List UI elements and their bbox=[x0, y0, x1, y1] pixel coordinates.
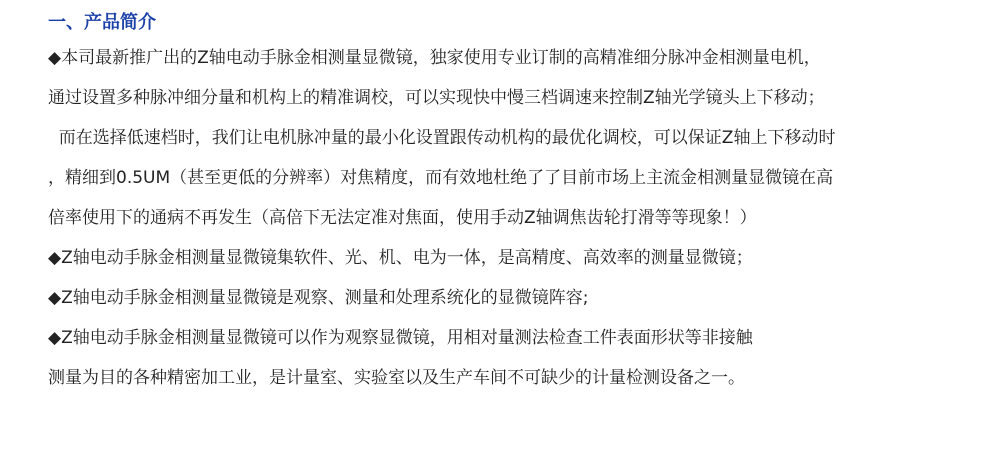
paragraph-line-4: ，精细到0.5UM（甚至更低的分辨率）对焦精度，而有效地杜绝了了目前市场上主流金相测量显微镜在高 bbox=[48, 168, 834, 188]
section-title: 一、产品简介 bbox=[48, 12, 156, 33]
paragraph-line-6: ◆Z轴电动手脉金相测量显微镜集软件、光、机、电为一体，是高精度、高效率的测量显微镜； bbox=[48, 248, 753, 268]
paragraph-line-9: 测量为目的各种精密加工业，是计量室、实验室以及生产车间不可缺少的计量检测设备之一。 bbox=[48, 368, 745, 388]
paragraph-line-5: 倍率使用下的通病不再发生（高倍下无法定准对焦面，使用手动Z轴调焦齿轮打滑等等现象！） bbox=[48, 208, 757, 228]
paragraph-line-1: ◆本司最新推广出的Z轴电动手脉金相测量显微镜，独家使用专业订制的高精准细分脉冲金相测量电机， bbox=[48, 48, 821, 68]
paragraph-line-7: ◆Z轴电动手脉金相测量显微镜是观察、测量和处理系统化的显微镜阵容; bbox=[48, 288, 589, 308]
product-intro-section bbox=[48, 10, 988, 408]
paragraph-line-3: 而在选择低速档时，我们让电机脉冲量的最小化设置跟传动机构的最优化调校，可以保证Z轴上下移动时 bbox=[48, 128, 836, 148]
paragraph-line-8: ◆Z轴电动手脉金相测量显微镜可以作为观察显微镜，用相对量测法检查工件表面形状等非接触 bbox=[48, 328, 753, 348]
paragraph-line-2: 通过设置多种脉冲细分量和机构上的精准调校，可以实现快中慢三档调速来控制Z轴光学镜头上下移动； bbox=[48, 88, 825, 108]
